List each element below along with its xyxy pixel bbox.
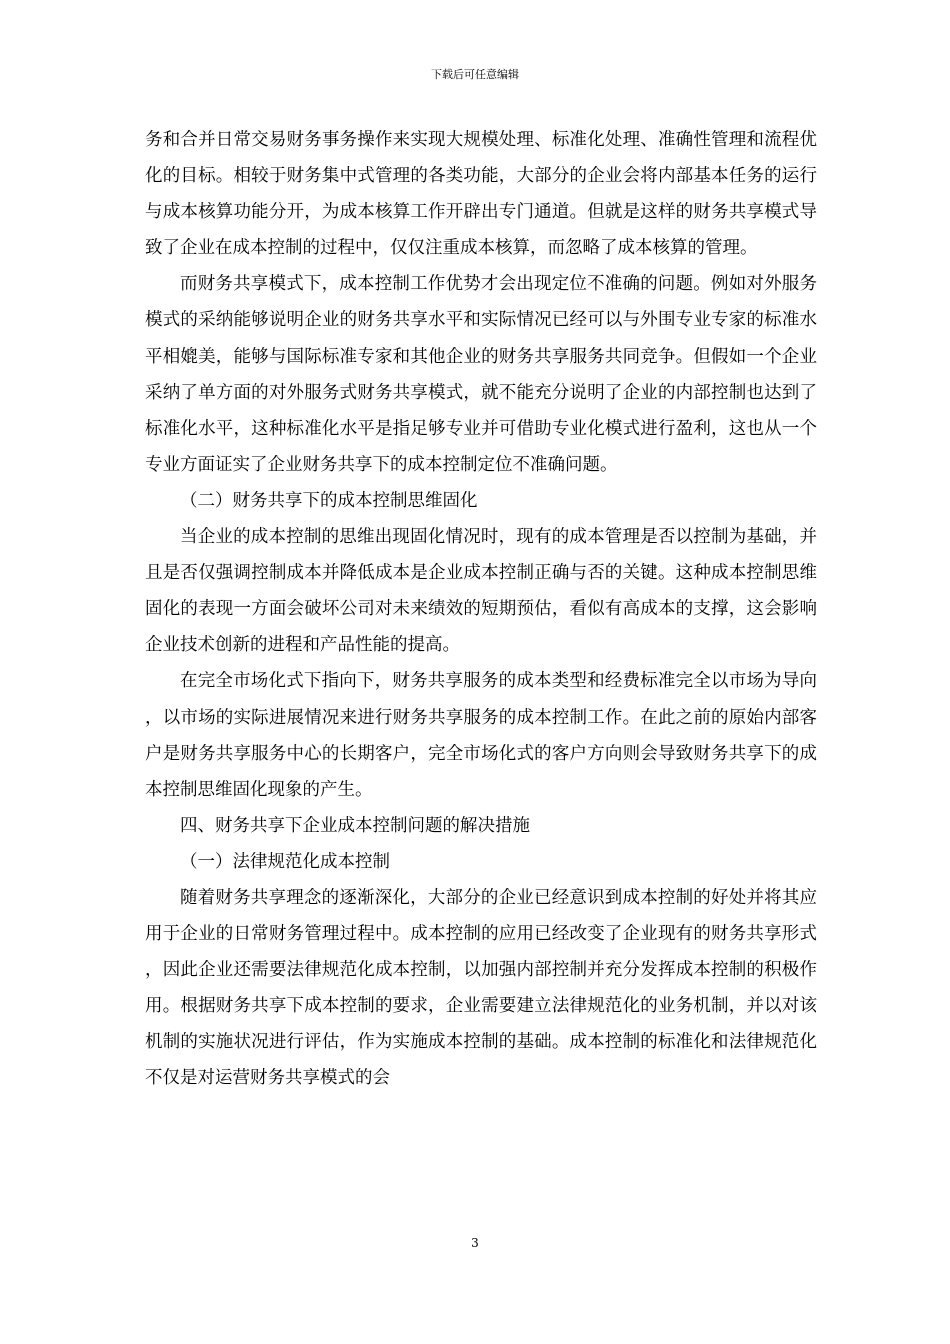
page-number: 3 [471, 1236, 479, 1250]
paragraph: 随着财务共享理念的逐渐深化，大部分的企业已经意识到成本控制的好处并将其应用于企业的日常财务管理过程中。成本控制的应用已经改变了企业现有的财务共享形式，因此企业还需要法律规范化成本控制，以加强内部控制并充分发挥成本控制的积极作用。根据财务共享下成本控制的要求，企业需要建立法律规范化的业务机制，并以对该机制的实施状况进行评估，作为实施成本控制的基础。成本控制的标准化和法律规范化不仅是对运营财务共享模式的会 [145, 887, 817, 1089]
document-body [145, 122, 817, 1097]
paragraph: 而财务共享模式下，成本控制工作优势才会出现定位不准确的问题。例如对外服务模式的采纳能够说明企业的财务共享水平和实际情况已经可以与外围专业专家的标准水平相媲美，能够与国际标准专家和其他企业的财务共享服务共同竞争。但假如一个企业采纳了单方面的对外服务式财务共享模式，就不能充分说明了企业的内部控制也达到了标准化水平，这种标准化水平是指足够专业并可借助专业化模式进行盈利，这也从一个专业方面证实了企业财务共享下的成本控制定位不准确问题。 [145, 274, 817, 475]
section-heading: （一）法律规范化成本控制 [180, 851, 390, 872]
page-header: 下载后可任意编辑 [431, 68, 519, 81]
section-heading: 四、财务共享下企业成本控制问题的解决措施 [180, 815, 530, 836]
paragraph: 当企业的成本控制的思维出现固化情况时，现有的成本管理是否以控制为基础，并且是否仅强调控制成本并降低成本是企业成本控制正确与否的关键。这种成本控制思维固化的表现一方面会破坏公司对未来绩效的短期预估，看似有高成本的支撑，这会影响企业技术创新的进程和产品性能的提高。 [145, 527, 817, 656]
paragraph: 务和合并日常交易财务事务操作来实现大规模处理、标准化处理、准确性管理和流程优化的目标。相较于财务集中式管理的各类功能，大部分的企业会将内部基本任务的运行与成本核算功能分开，为成本核算工作开辟出专门通道。但就是这样的财务共享模式导致了企业在成本控制的过程中，仅仅注重成本核算，而忽略了成本核算的管理。 [145, 130, 817, 259]
paragraph: 在完全市场化式下指向下，财务共享服务的成本类型和经费标准完全以市场为导向，以市场的实际进展情况来进行财务共享服务的成本控制工作。在此之前的原始内部客户是财务共享服务中心的长期客户，完全市场化式的客户方向则会导致财务共享下的成本控制思维固化现象的产生。 [145, 671, 817, 800]
section-heading: （二）财务共享下的成本控制思维固化 [180, 490, 478, 511]
